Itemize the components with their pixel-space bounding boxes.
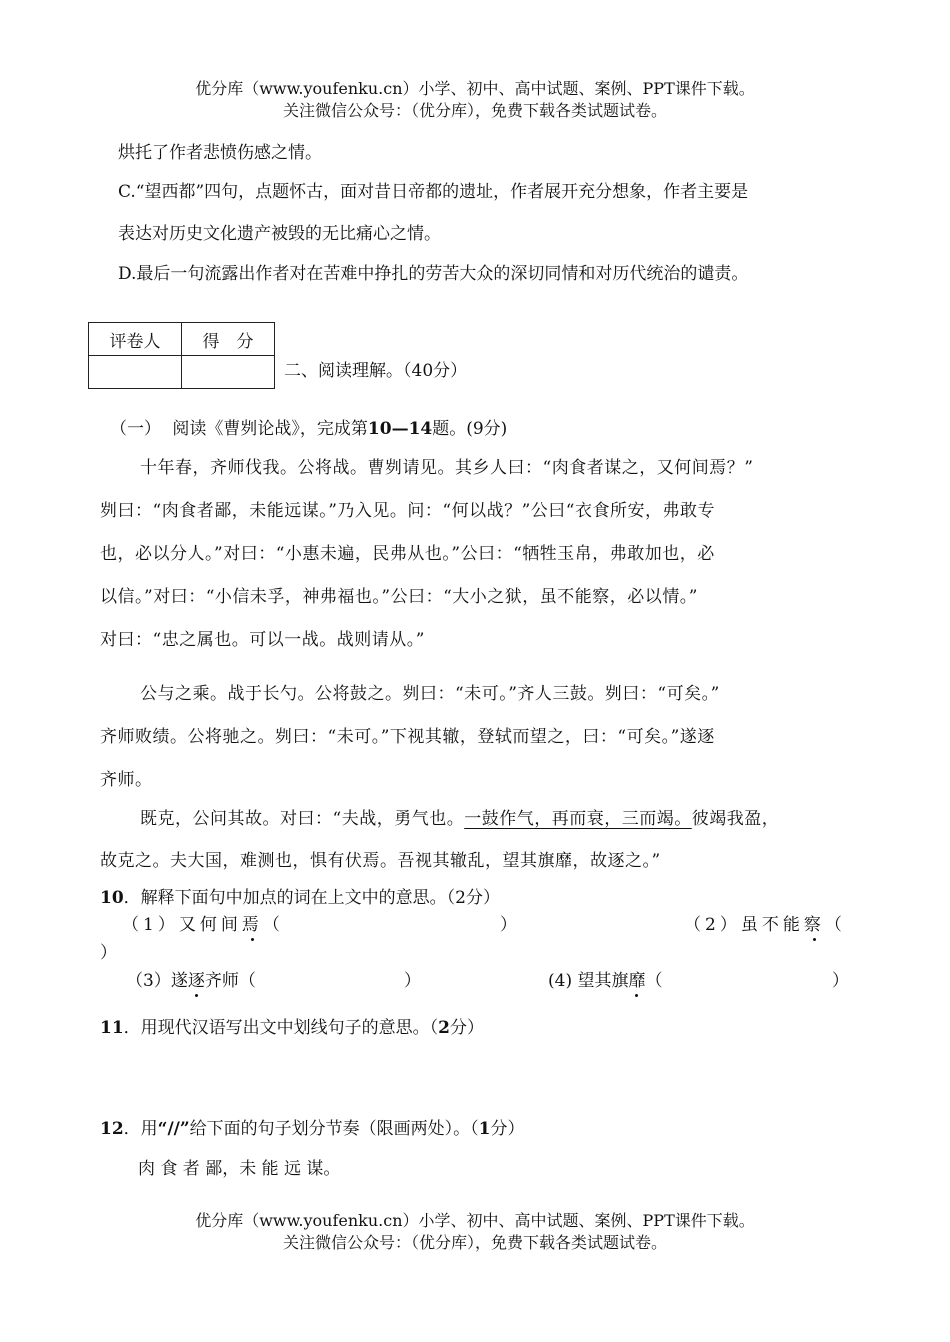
score-header: 得 分: [182, 323, 275, 356]
q10-item-3-pre: （3）遂: [126, 971, 188, 991]
q10-item-4-pre: (4) 望其旗: [548, 971, 629, 991]
q11-stem: [100, 1013, 484, 1038]
q10-item-1: [122, 910, 284, 935]
option-c-line-1: C.“望西都”四句，点题怀古，面对昔日帝都的遗址，作者展开充分想象，作者主要是: [118, 182, 749, 202]
q11-suffix: 分）: [450, 1018, 485, 1038]
section-title: 二、阅读理解。（40分）: [284, 361, 468, 381]
passage-p3-b: 彼竭我盈，: [691, 809, 780, 829]
q10-item-2-open: （: [824, 915, 846, 935]
underlined-sentence: 一鼓作气，再而衰，三而竭。: [464, 809, 692, 829]
q10-number: 10: [100, 888, 124, 908]
passage-p3-line-2: 故克之。夫大国，难测也，惧有伏焉。吾视其辙乱，望其旗靡，故逐之。”: [100, 851, 661, 871]
passage-p1-line-3: 也，必以分人。”对曰：“小惠未遍，民弗从也。”公曰：“牺牲玉帛，弗敢加也，必: [100, 544, 715, 564]
q10-item-2-close: ）: [100, 943, 117, 963]
q11-score: 2: [438, 1018, 451, 1038]
q10-item-3: [126, 966, 256, 991]
passage-p3-line-1: [140, 804, 779, 829]
footer-line-1: 优分库（www.youfenku.cn）小学、初中、高中试题、案例、PPT课件下载。: [195, 1211, 755, 1230]
score-table: [88, 322, 275, 389]
q12-text-post: 给下面的句子划分节奏（限画两处）。（: [189, 1119, 479, 1139]
q10-item-1-dotted: 焉: [241, 915, 263, 935]
footer-line-2: 关注微信公众号：（优分库），免费下载各类试题试卷。: [282, 1233, 667, 1252]
q10-item-1-pre: （1）又何间: [122, 915, 242, 935]
q10-item-4-dotted: 靡: [628, 971, 646, 991]
q10-item-2: [684, 910, 846, 935]
option-d: D.最后一句流露出作者对在苦难中挣扎的劳苦大众的深切同情和对历代统治的谴责。: [118, 264, 749, 284]
passage-p1-line-5: 对曰：“忠之属也。可以一战。战则请从。”: [100, 630, 425, 650]
q10-text: ．解释下面句中加点的词在上文中的意思。（2分）: [123, 888, 500, 908]
option-b-tail: 烘托了作者悲愤伤感之情。: [118, 143, 322, 163]
q12-score: 1: [478, 1119, 491, 1139]
q10-item-3-close: ）: [404, 971, 421, 991]
passage-p2-line-2: 齐师败绩。公将驰之。刿曰：“未可。”下视其辙，登轼而望之，曰：“可矣。”遂逐: [100, 727, 715, 747]
q10-item-3-dotted: 逐: [187, 971, 205, 991]
q10-item-4-close: ）: [832, 971, 849, 991]
subsection-suffix: 题。(9分): [432, 419, 508, 439]
grader-cell: [89, 356, 182, 389]
q10-item-4: [548, 966, 662, 991]
q12-stem: [100, 1114, 525, 1139]
passage-p3-a: 既克，公问其故。对曰：“夫战，勇气也。: [140, 809, 465, 829]
q11-number: 11: [100, 1018, 124, 1038]
subsection-prefix: （一）: [110, 419, 161, 439]
subsection-heading: [110, 414, 507, 439]
passage-p1-line-4: 以信。”对曰：“小信未孚，神弗福也。”公曰：“大小之狱，虽不能察，必以情。”: [100, 587, 698, 607]
header-line-2: 关注微信公众号：（优分库），免费下载各类试题试卷。: [282, 101, 667, 120]
q10-item-1-close: ）: [500, 915, 517, 935]
grader-header: 评卷人: [89, 323, 182, 356]
q11-text: ．用现代汉语写出文中划线句子的意思。（: [123, 1018, 439, 1038]
passage-p1-line-1: 十年春，齐师伐我。公将战。曹刿请见。其乡人曰：“肉食者谋之，又何间焉？”: [140, 458, 754, 478]
passage-p2-line-3: 齐师。: [100, 770, 153, 790]
q10-stem: [100, 883, 500, 908]
subsection-range: 10—14: [367, 419, 433, 439]
q10-item-3-post: 齐师（: [204, 971, 256, 991]
option-c-line-2: 表达对历史文化遗产被毁的无比痛心之情。: [118, 224, 441, 244]
q12-text-pre: ．用: [123, 1119, 158, 1139]
q10-item-1-open: （: [262, 915, 284, 935]
q10-item-2-pre: （2）虽不能: [684, 915, 804, 935]
header-line-1: 优分库（www.youfenku.cn）小学、初中、高中试题、案例、PPT课件下载。: [195, 79, 755, 98]
q12-mark: “//”: [157, 1119, 190, 1139]
passage-p1-line-2: 刿曰：“肉食者鄙，未能远谋。”乃入见。问：“何以战？”公曰“衣食所安，弗敢专: [100, 501, 715, 521]
q12-number: 12: [100, 1119, 124, 1139]
subsection-text: 阅读《曹刿论战》，完成第: [172, 419, 368, 439]
q10-item-4-open: （: [645, 971, 663, 991]
q10-item-2-dotted: 察: [803, 915, 825, 935]
score-cell: [182, 356, 275, 389]
q12-sentence: 肉 食 者 鄙，未 能 远 谋。: [138, 1159, 341, 1179]
q12-suffix: 分）: [490, 1119, 525, 1139]
passage-p2-line-1: 公与之乘。战于长勺。公将鼓之。刿曰：“未可。”齐人三鼓。刿曰：“可矣。”: [140, 684, 720, 704]
